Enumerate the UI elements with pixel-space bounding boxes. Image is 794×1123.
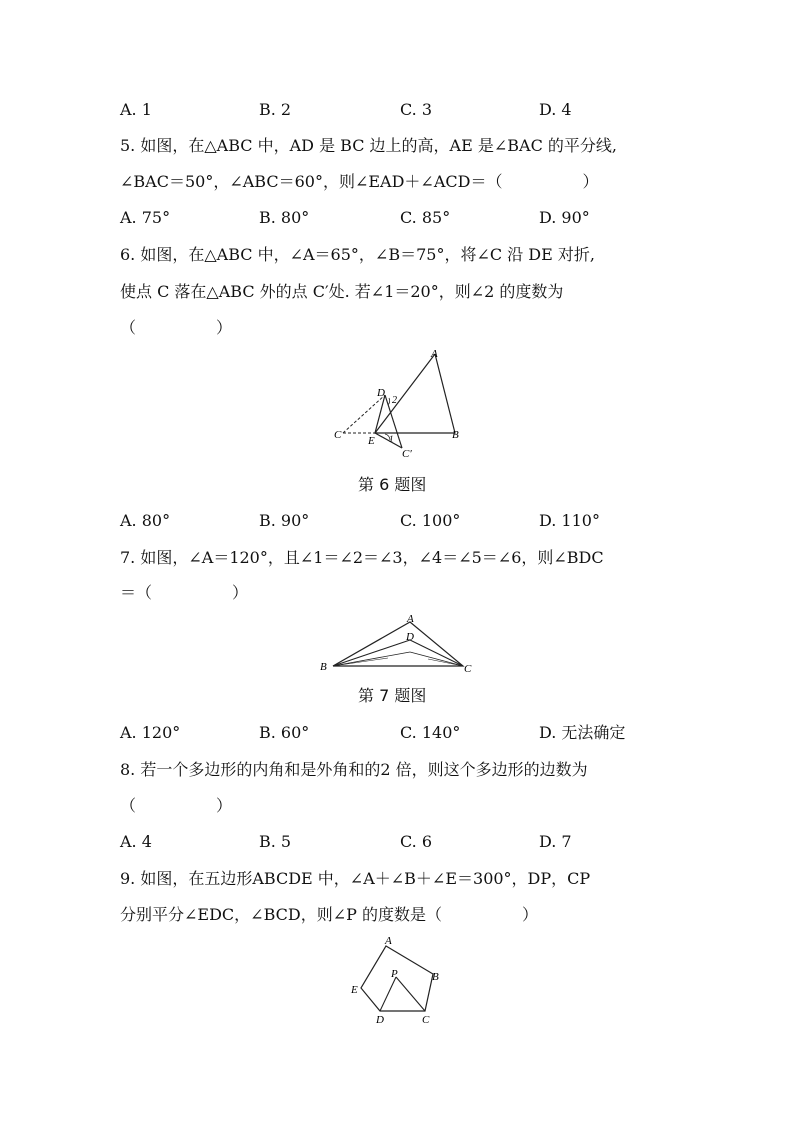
q7-label-d: D	[406, 631, 414, 643]
q5-option-a: A. 75°	[120, 208, 171, 227]
q8-option-d: D. 7	[539, 832, 572, 851]
q7-option-d: D. 无法确定	[539, 723, 626, 742]
q9-label-b: B	[432, 971, 439, 983]
q4-option-a: A. 1	[120, 100, 152, 119]
q7-label-b: B	[320, 661, 327, 673]
q6-label-b: B	[452, 429, 459, 441]
q7-option-a: A. 120°	[120, 723, 181, 742]
q5-option-c: C. 85°	[400, 208, 451, 227]
q8-stem-line1: 8. 若一个多边形的内角和是外角和的2 倍，则这个多边形的边数为	[120, 760, 588, 779]
q6-figure	[330, 345, 470, 465]
q8-option-c: C. 6	[400, 832, 433, 851]
q6-option-d: D. 110°	[539, 511, 600, 530]
q5-stem-line1: 5. 如图，在△ABC 中，AD 是 BC 边上的高，AE 是∠BAC 的平分线,	[120, 136, 617, 155]
q4-option-d: D. 4	[539, 100, 572, 119]
q7-option-c: C. 140°	[400, 723, 461, 742]
q6-label-d: D	[377, 387, 385, 399]
q4-option-b: B. 2	[259, 100, 292, 119]
q6-option-a: A. 80°	[120, 511, 171, 530]
q8-option-a: A. 4	[120, 832, 152, 851]
q7-figure-caption: 第 7 题图	[358, 686, 427, 705]
q9-label-d: D	[376, 1014, 384, 1026]
q7-label-a: A	[407, 613, 414, 625]
q9-label-a: A	[385, 935, 392, 947]
q6-stem-line2: 使点 C 落在△ABC 外的点 C′处. 若∠1＝20°，则∠2 的度数为	[120, 282, 564, 301]
q5-option-b: B. 80°	[259, 208, 310, 227]
q7-stem-line2: ＝（ ）	[120, 583, 249, 602]
q7-option-b: B. 60°	[259, 723, 310, 742]
q6-figure-caption: 第 6 题图	[358, 475, 427, 494]
q6-label-e: E	[368, 435, 375, 447]
q6-angle1-label: 1	[389, 434, 394, 444]
q9-label-c: C	[422, 1014, 430, 1026]
q9-label-p: P	[391, 968, 398, 980]
q6-stem-line3: （ ）	[120, 318, 233, 337]
q8-stem-line2: （ ）	[120, 796, 233, 815]
q7-stem-line1: 7. 如图，∠A＝120°，且∠1＝∠2＝∠3，∠4＝∠5＝∠6，则∠BDC	[120, 548, 604, 567]
q6-stem-line1: 6. 如图，在△ABC 中，∠A＝65°，∠B＝75°，将∠C 沿 DE 对折,	[120, 245, 595, 264]
q9-stem-line1: 9. 如图，在五边形ABCDE 中，∠A＋∠B＋∠E＝300°，DP，CP	[120, 869, 591, 888]
q6-option-b: B. 90°	[259, 511, 310, 530]
q6-label-a: A	[431, 348, 438, 360]
q7-label-c: C	[464, 663, 472, 675]
q6-angle2-label: 2	[392, 395, 397, 406]
q8-option-b: B. 5	[259, 832, 292, 851]
q7-figure	[318, 612, 478, 676]
q6-label-cprime: C′	[402, 448, 412, 460]
q5-stem-line2: ∠BAC＝50°，∠ABC＝60°，则∠EAD＋∠ACD＝（ ）	[120, 172, 599, 191]
q9-stem-line2: 分别平分∠EDC，∠BCD，则∠P 的度数是（ ）	[120, 905, 538, 924]
q6-label-c: C	[334, 429, 342, 441]
q9-figure	[345, 933, 455, 1028]
q4-option-c: C. 3	[400, 100, 433, 119]
q5-option-d: D. 90°	[539, 208, 590, 227]
q6-option-c: C. 100°	[400, 511, 461, 530]
q9-label-e: E	[351, 984, 358, 996]
